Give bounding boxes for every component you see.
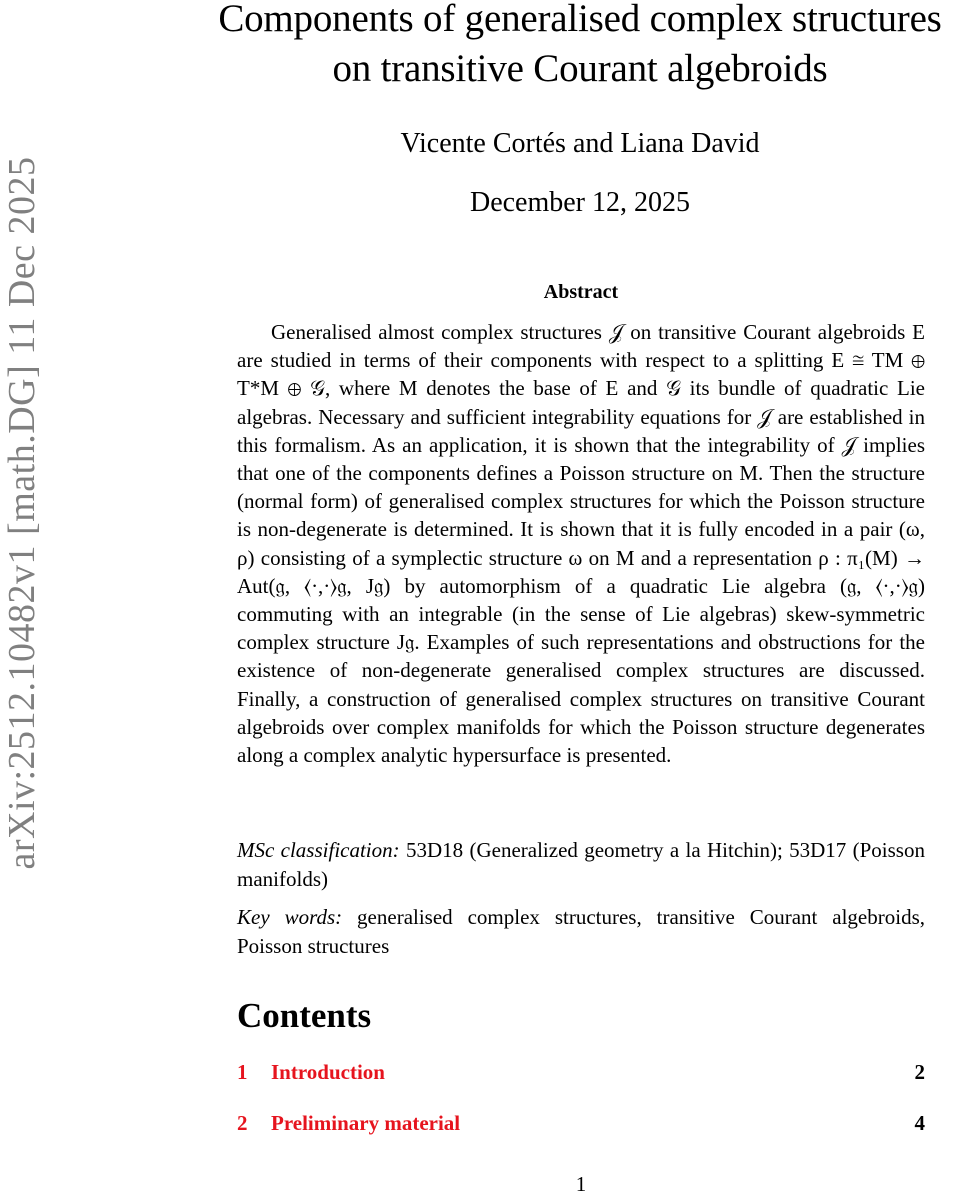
page-number: 1 bbox=[575, 1172, 587, 1196]
arxiv-stamp-text: arXiv:2512.10482v1 [math.DG] 11 Dec 2025 bbox=[1, 156, 43, 870]
keywords-text: generalised complex structures, transitive Courant algebroids, Poisson structures bbox=[237, 905, 925, 958]
toc-entry-link[interactable]: Preliminary material bbox=[271, 1111, 461, 1135]
msc-label: MSc classification: bbox=[237, 838, 400, 862]
msc-classification bbox=[237, 836, 925, 893]
toc-entry-number[interactable]: 1 bbox=[237, 1060, 248, 1084]
paper-title bbox=[170, 0, 980, 94]
date: December 12, 2025 bbox=[469, 187, 691, 218]
toc-entry-introduction[interactable] bbox=[237, 1060, 925, 1111]
toc-entry-number[interactable]: 2 bbox=[237, 1111, 248, 1135]
table-of-contents bbox=[237, 1060, 925, 1162]
keywords-label: Key words: bbox=[237, 905, 343, 929]
arxiv-stamp bbox=[2, 118, 42, 908]
key-words bbox=[237, 903, 925, 960]
toc-entry-preliminary-material[interactable] bbox=[237, 1111, 925, 1162]
title-line-2: on transitive Courant algebroids bbox=[332, 47, 828, 90]
authors: Vicente Cortés and Liana David bbox=[400, 128, 760, 159]
abstract-body: Generalised almost complex structures 𝒥 on transitive Courant algebroids E are studied in terms of their components with respect to a splitting E ≅ TM ⊕ T*M ⊕ 𝒢, where M denotes the base of E and 𝒢 its bundle of quadratic Lie algebras. Necessary and sufficient integrability equations for 𝒥 are established in this formalism. As an application, it is shown that the integrability of 𝒥 implies that one of the components defines a Poisson structure on M. Then the structure (normal form) of generalised complex structures for which the Poisson structure is non-degenerate is determined. It is shown that it is fully encoded in a pair (ω, ρ) consisting of a symplectic structure ω on M and a representation ρ : π₁(M) → Aut(𝔤, ⟨·,·⟩𝔤, J𝔤) by automorphism of a quadratic Lie algebra (𝔤, ⟨·,·⟩𝔤) commuting with an integrable (in the sense of Lie algebras) skew-symmetric complex structure J𝔤. Examples of such representations and obstructions for the existence of non-degenerate generalised complex structures are discussed. Finally, a construction of generalised complex structures on transitive Courant algebroids over complex manifolds for which the Poisson structure degenerates along a complex analytic hypersurface is presented. bbox=[237, 320, 925, 768]
toc-entry-link[interactable]: Introduction bbox=[271, 1060, 385, 1084]
title-line-1: Components of generalised complex structures bbox=[218, 0, 942, 40]
contents-heading: Contents bbox=[237, 996, 372, 1035]
abstract-heading: Abstract bbox=[543, 281, 619, 303]
toc-entry-page: 4 bbox=[914, 1111, 925, 1135]
toc-entry-page: 2 bbox=[914, 1060, 925, 1084]
msc-text: 53D18 (Generalized geometry a la Hitchin); 53D17 (Poisson manifolds) bbox=[237, 838, 925, 891]
